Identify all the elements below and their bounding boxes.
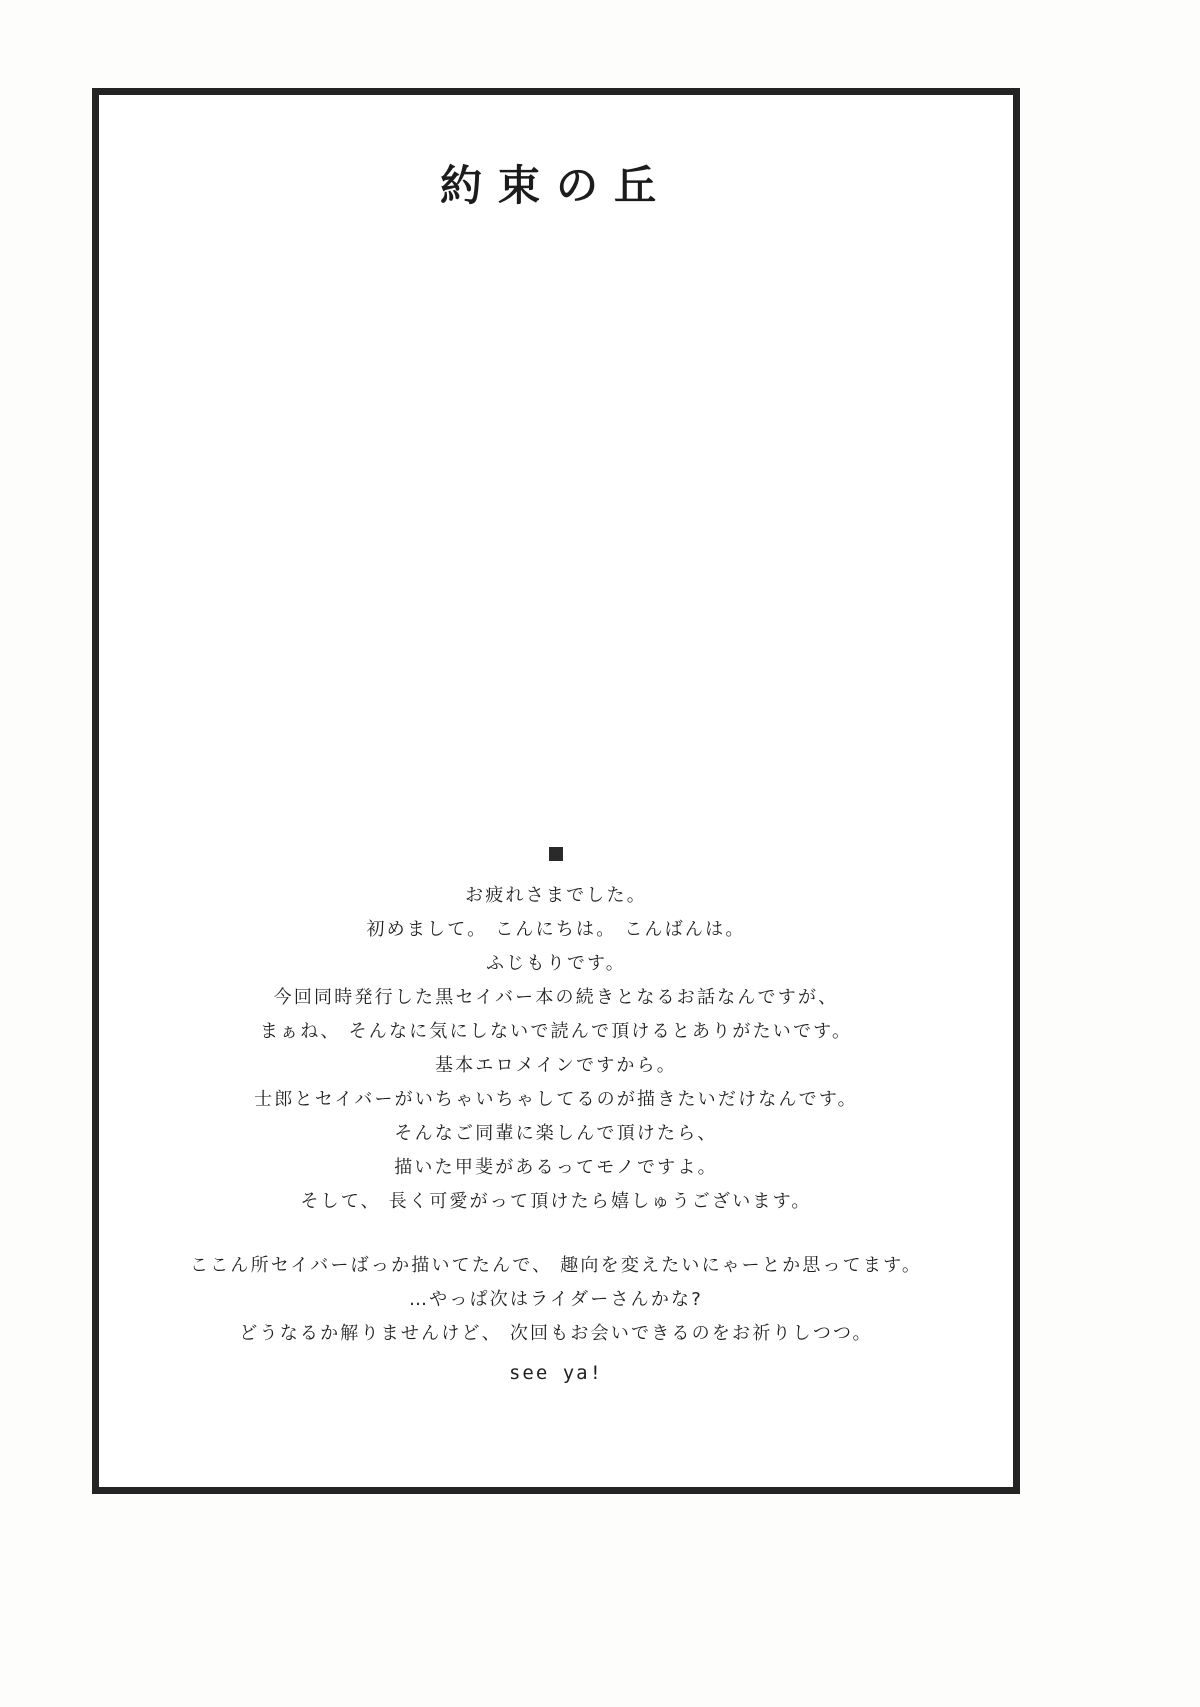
afterword-section bbox=[99, 847, 1013, 1391]
afterword-line: 描いた甲斐があるってモノですよ。 bbox=[394, 1157, 718, 1178]
afterword-line: 今回同時発行した黒セイバー本の続きとなるお話なんですが、 bbox=[273, 987, 839, 1008]
afterword-line: そんなご同輩に楽しんで頂けたら、 bbox=[394, 1123, 718, 1144]
afterword-line: お疲れさまでした。 bbox=[465, 885, 647, 906]
page-title: 約束の丘 bbox=[439, 161, 672, 210]
afterword-line: ここん所セイバーばっか描いてたんで、 趣向を変えたいにゃーとか思ってます。 bbox=[189, 1255, 923, 1276]
afterword-line: …やっぱ次はライダーさんかな? bbox=[408, 1289, 703, 1310]
afterword-line: 初めまして。 こんにちは。 こんばんは。 bbox=[366, 919, 746, 940]
page-border-frame bbox=[92, 88, 1020, 1494]
paragraph-spacer bbox=[99, 1219, 1013, 1249]
afterword-line: 基本エロメインですから。 bbox=[434, 1055, 678, 1076]
afterword-line: どうなるか解りませんけど、 次回もお会いできるのをお祈りしつつ。 bbox=[239, 1323, 873, 1344]
afterword-line: 士郎とセイバーがいちゃいちゃしてるのが描きたいだけなんです。 bbox=[254, 1089, 858, 1110]
afterword-line: まぁね、 そんなに気にしないで読んで頂けるとありがたいです。 bbox=[259, 1021, 853, 1042]
signoff-text: see ya! bbox=[508, 1362, 604, 1384]
filled-square-icon bbox=[549, 847, 563, 861]
afterword-line: ふじもりです。 bbox=[486, 953, 626, 974]
afterword-line: そして、 長く可愛がって頂けたら嬉しゅうございます。 bbox=[300, 1191, 812, 1212]
